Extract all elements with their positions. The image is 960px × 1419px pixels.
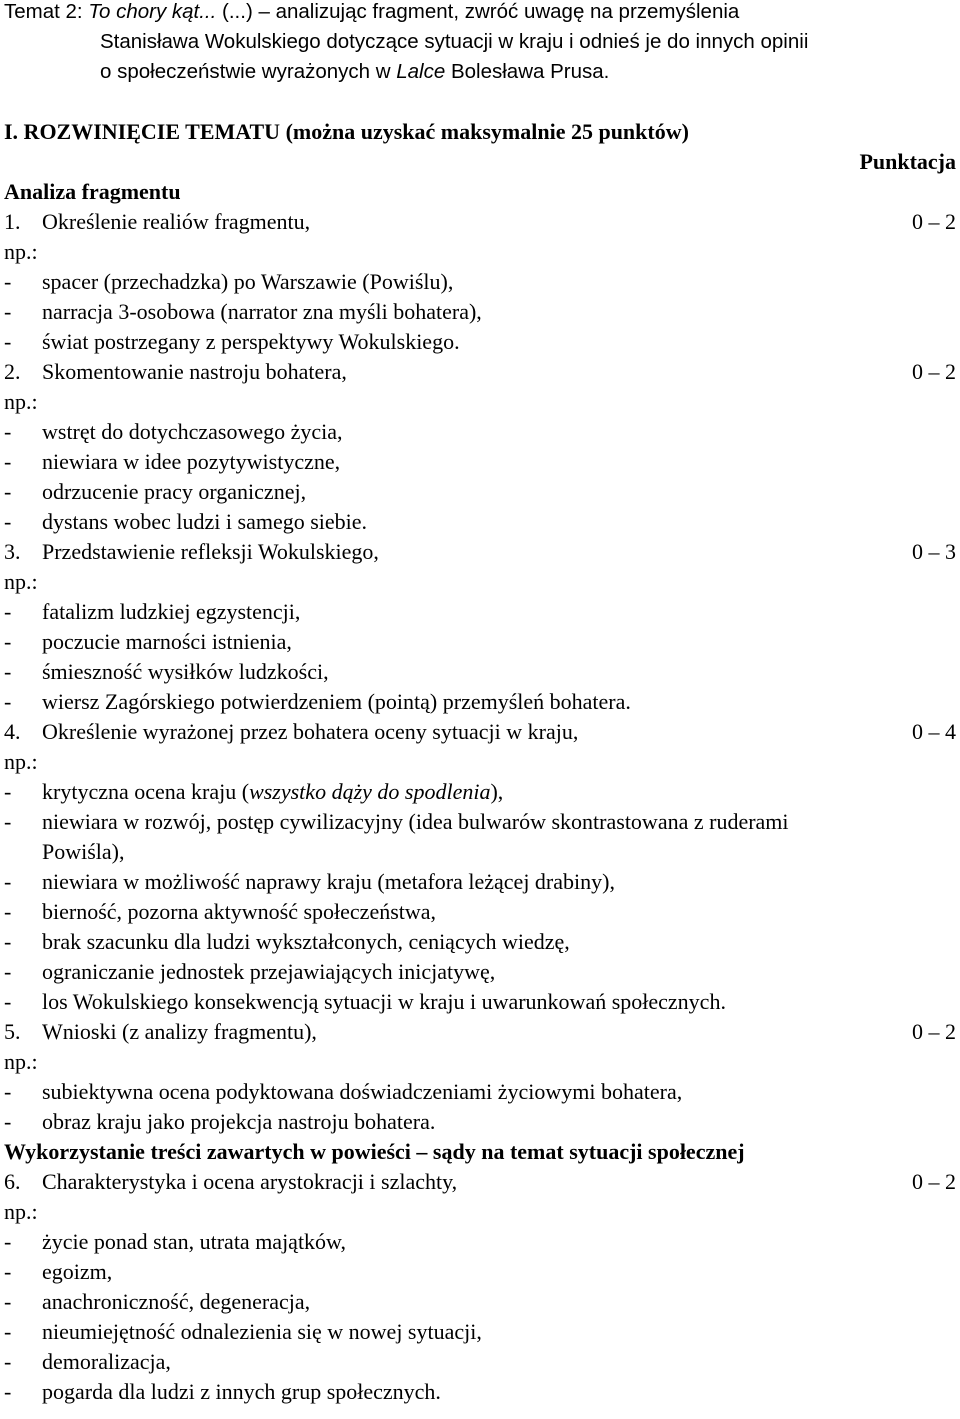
list-item xyxy=(4,507,956,537)
list-item-text xyxy=(42,777,503,807)
list-item xyxy=(4,1347,956,1377)
list-item xyxy=(4,1287,956,1317)
list-item-text: egoizm, xyxy=(42,1259,113,1284)
criterion-points: 0 – 2 xyxy=(912,209,956,234)
list-item xyxy=(4,597,956,627)
topic-line1-rest: (...) – analizując fragment, zwróć uwagę na przemyślenia xyxy=(222,0,740,23)
list-item xyxy=(4,897,956,927)
list-item-text: obraz kraju jako projekcja nastroju bohatera. xyxy=(42,1109,436,1134)
criterion-number: 1. xyxy=(4,209,21,234)
list-item-text: niewiara w idee pozytywistyczne, xyxy=(42,449,341,474)
list-item xyxy=(4,987,956,1017)
topic-line-2: Stanisława Wokulskiego dotyczące sytuacji w kraju i odnieś je do innych opinii xyxy=(100,30,809,53)
bullet-dash: - xyxy=(4,989,12,1014)
list-item xyxy=(4,627,956,657)
criterion-points: 0 – 2 xyxy=(912,1169,956,1194)
list-item-text: anachroniczność, degeneracja, xyxy=(42,1289,311,1314)
criterion-number: 3. xyxy=(4,539,21,564)
quote-post: ), xyxy=(490,779,504,804)
np-label: np.: xyxy=(4,569,38,594)
bullet-dash: - xyxy=(4,929,12,954)
criterion-text: Charakterystyka i ocena arystokracji i szlachty, xyxy=(42,1169,458,1194)
list-item-text: śmieszność wysiłków ludzkości, xyxy=(42,659,329,684)
list-item-text: niewiara w możliwość naprawy kraju (metafora leżącej drabiny), xyxy=(42,869,615,894)
list-item xyxy=(4,867,956,897)
criterion-2 xyxy=(4,357,956,387)
list-item xyxy=(4,777,956,807)
topic-line-1 xyxy=(4,0,956,27)
topic-line3-pre: o społeczeństwie wyrażonych w xyxy=(100,60,391,83)
list-item-text: Powiśla), xyxy=(42,839,125,864)
list-item-text: demoralizacja, xyxy=(42,1349,171,1374)
list-item-text: pogarda dla ludzi z innych grup społecznych. xyxy=(42,1379,441,1404)
list-item xyxy=(4,807,956,837)
bullet-dash: - xyxy=(4,1379,12,1404)
topic-line3-post: Bolesława Prusa. xyxy=(450,60,610,83)
criterion-number: 5. xyxy=(4,1019,21,1044)
criterion-text: Skomentowanie nastroju bohatera, xyxy=(42,359,347,384)
list-item xyxy=(4,957,956,987)
np-label: np.: xyxy=(4,749,38,774)
criterion-text: Wnioski (z analizy fragmentu), xyxy=(42,1019,317,1044)
criterion-points: 0 – 4 xyxy=(912,719,956,744)
criterion-4 xyxy=(4,717,956,747)
bullet-dash: - xyxy=(4,269,12,294)
list-item-text: spacer (przechadzka) po Warszawie (Powiślu), xyxy=(42,269,454,294)
criterion-number: 6. xyxy=(4,1169,21,1194)
list-item xyxy=(4,1107,956,1137)
np-label: np.: xyxy=(4,389,38,414)
list-item xyxy=(4,417,956,447)
bullet-dash: - xyxy=(4,599,12,624)
list-item-text: wiersz Zagórskiego potwierdzeniem (pointą) przemyśleń bohatera. xyxy=(42,689,631,714)
criterion-points: 0 – 3 xyxy=(912,539,956,564)
criterion-6 xyxy=(4,1167,956,1197)
bullet-dash: - xyxy=(4,809,12,834)
list-item xyxy=(4,477,956,507)
bullet-dash: - xyxy=(4,419,12,444)
bullet-dash: - xyxy=(4,1349,12,1374)
list-item xyxy=(4,297,956,327)
list-item-text: dystans wobec ludzi i samego siebie. xyxy=(42,509,368,534)
bullet-dash: - xyxy=(4,509,12,534)
criterion-text: Określenie wyrażonej przez bohatera oceny sytuacji w kraju, xyxy=(42,719,579,744)
topic-title: To chory kąt... xyxy=(88,0,217,23)
bullet-dash: - xyxy=(4,1259,12,1284)
bullet-dash: - xyxy=(4,689,12,714)
criterion-1 xyxy=(4,207,956,237)
criterion-number: 2. xyxy=(4,359,21,384)
bullet-dash: - xyxy=(4,1289,12,1314)
topic-line-3 xyxy=(100,57,956,87)
list-item-text: subiektywna ocena podyktowana doświadczeniami życiowymi bohatera, xyxy=(42,1079,683,1104)
list-item-text: ograniczanie jednostek przejawiających inicjatywę, xyxy=(42,959,496,984)
topic-book-title: Lalce xyxy=(396,60,446,83)
bullet-dash: - xyxy=(4,899,12,924)
list-item-text: los Wokulskiego konsekwencją sytuacji w kraju i uwarunkowań społecznych. xyxy=(42,989,726,1014)
np-label: np.: xyxy=(4,1049,38,1074)
criterion-points: 0 – 2 xyxy=(912,359,956,384)
bullet-dash: - xyxy=(4,479,12,504)
bullet-dash: - xyxy=(4,1109,12,1134)
list-item-text: nieumiejętność odnalezienia się w nowej sytuacji, xyxy=(42,1319,482,1344)
list-item-text: narracja 3-osobowa (narrator zna myśli bohatera), xyxy=(42,299,482,324)
criterion-number: 4. xyxy=(4,719,21,744)
list-item xyxy=(4,447,956,477)
np-label: np.: xyxy=(4,1199,38,1224)
list-item xyxy=(4,687,956,717)
list-item-text: poczucie marności istnienia, xyxy=(42,629,292,654)
list-item-continuation xyxy=(4,837,956,867)
bullet-dash: - xyxy=(4,659,12,684)
list-item xyxy=(4,1227,956,1257)
list-item-text: bierność, pozorna aktywność społeczeństwa, xyxy=(42,899,437,924)
list-item-text: odrzucenie pracy organicznej, xyxy=(42,479,307,504)
bullet-dash: - xyxy=(4,449,12,474)
quote-italic: wszystko dąży do spodlenia xyxy=(249,779,491,804)
criterion-3 xyxy=(4,537,956,567)
bullet-dash: - xyxy=(4,1229,12,1254)
list-item xyxy=(4,1257,956,1287)
section-heading: I. ROZWINIĘCIE TEMATU (można uzyskać maksymalnie 25 punktów) xyxy=(4,119,689,144)
bullet-dash: - xyxy=(4,1079,12,1104)
list-item-text: życie ponad stan, utrata majątków, xyxy=(42,1229,347,1254)
subheading-analysis: Analiza fragmentu xyxy=(4,179,181,204)
criterion-points: 0 – 2 xyxy=(912,1019,956,1044)
list-item xyxy=(4,1077,956,1107)
list-item xyxy=(4,267,956,297)
bullet-dash: - xyxy=(4,779,12,804)
list-item-text: brak szacunku dla ludzi wykształconych, ceniących wiedzę, xyxy=(42,929,570,954)
bullet-dash: - xyxy=(4,329,12,354)
bullet-dash: - xyxy=(4,299,12,324)
bullet-dash: - xyxy=(4,869,12,894)
np-label: np.: xyxy=(4,239,38,264)
list-item-text: fatalizm ludzkiej egzystencji, xyxy=(42,599,301,624)
points-header: Punktacja xyxy=(859,149,956,174)
list-item xyxy=(4,1317,956,1347)
criterion-text: Przedstawienie refleksji Wokulskiego, xyxy=(42,539,379,564)
bullet-dash: - xyxy=(4,959,12,984)
topic-prefix: Temat 2: xyxy=(4,0,83,23)
list-item-text: wstręt do dotychczasowego życia, xyxy=(42,419,343,444)
quote-pre: krytyczna ocena kraju ( xyxy=(42,779,250,804)
list-item-text: świat postrzegany z perspektywy Wokulskiego. xyxy=(42,329,460,354)
bullet-dash: - xyxy=(4,1319,12,1344)
list-item xyxy=(4,927,956,957)
list-item xyxy=(4,657,956,687)
list-item xyxy=(4,327,956,357)
list-item-text: niewiara w rozwój, postęp cywilizacyjny (idea bulwarów skontrastowana z ruderami xyxy=(42,809,789,834)
bullet-dash: - xyxy=(4,629,12,654)
subheading-novel-content: Wykorzystanie treści zawartych w powieści – sądy na temat sytuacji społecznej xyxy=(4,1139,745,1164)
criterion-text: Określenie realiów fragmentu, xyxy=(42,209,311,234)
points-header-row xyxy=(4,147,956,177)
list-item xyxy=(4,1377,956,1407)
criterion-5 xyxy=(4,1017,956,1047)
